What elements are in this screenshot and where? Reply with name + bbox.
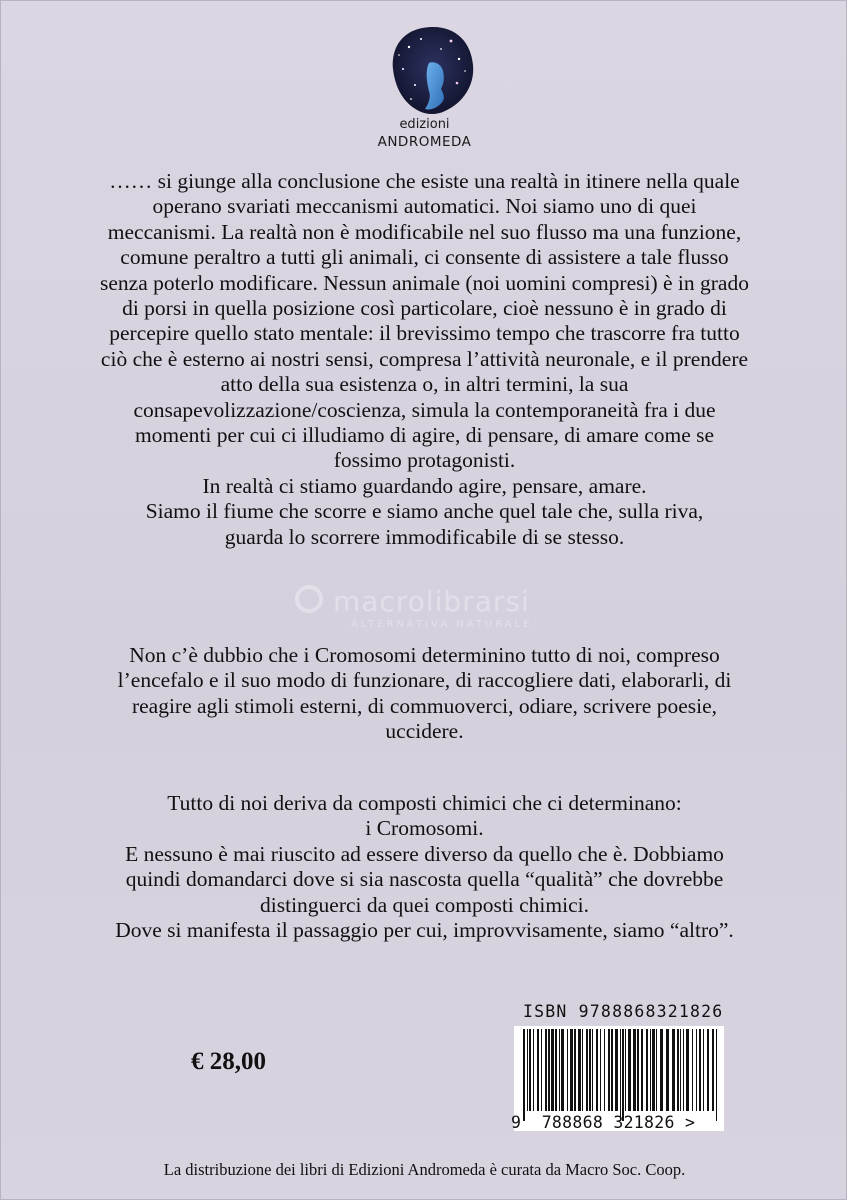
barcode-bar [541,1029,542,1111]
text-line: distinguerci da quei composti chimici. [260,892,589,917]
text-line: E nessuno è mai riuscito ad essere diverso da quello che è. Dobbiamo [125,841,724,866]
text-line: guarda lo scorrere immodificabile di se stesso. [224,524,625,549]
watermark [291,575,581,631]
barcode-bar [622,1029,624,1121]
text-line: momenti per cui ci illudiamo di agire, di pensare, di amare come se [134,423,715,448]
text-line: Siamo il fiume che scorre e siamo anche quel tale che, sulla riva, [145,499,704,524]
text-line: i Cromosomi. [365,816,484,841]
text-line: operano svariati meccanismi automatici. Noi siamo uno di quei [152,194,697,219]
barcode-bar [650,1029,651,1111]
watermark-tagline: ALTERNATIVA NATURALE [351,619,533,630]
barcode-bar [637,1029,639,1111]
barcode-bar [680,1029,681,1111]
andromeda-logo-icon [385,25,481,117]
text-line: …… si giunge alla conclusione che esiste una realtà in itinere nella quale [109,169,740,193]
publisher-line-1: edizioni [399,117,450,132]
barcode-bar [586,1029,588,1111]
watermark-name: macrolibrarsi [333,585,530,618]
barcode-bar [692,1029,693,1111]
barcode-digit-first: 9 [511,1113,522,1132]
text-line: atto della sua esistenza o, in altri termini, la sua [220,372,629,397]
text-line: Tutto di noi deriva da composti chimici che ci determinano: [167,791,682,815]
barcode-bar [551,1029,554,1111]
barcode-bar [699,1029,701,1111]
text-line: fossimo protagonisti. [333,448,516,473]
isbn-label: ISBN 9788868321826 [523,1002,724,1021]
barcode-bar [666,1029,669,1111]
text-line: Dove si manifesta il passaggio per cui, improvvisamente, siamo “altro”. [115,918,734,943]
barcode-bar [686,1029,689,1111]
barcode-bar [660,1029,663,1111]
barcode-bar [582,1029,583,1111]
barcode-bar [561,1029,564,1111]
barcode-bar [716,1029,717,1121]
barcode-bar [633,1029,636,1111]
barcode-bar [537,1029,539,1111]
barcode-bar [570,1029,573,1111]
barcode-bar [533,1029,534,1111]
barcode-bar [712,1029,714,1111]
barcode-bar [620,1029,621,1121]
barcode-bar [527,1029,528,1111]
text-line: ciò che è esterno ai nostri sensi, compresa l’attività neuronale, e il prendere [100,346,749,371]
barcode-bar [703,1029,704,1111]
barcode-bar [596,1029,598,1111]
barcode-bar [574,1029,576,1111]
distribution-footer: La distribuzione dei libri di Edizioni Andromeda è curata da Macro Soc. Coop. [163,1160,686,1179]
barcode-bar [656,1029,657,1111]
barcode-bar [608,1029,610,1111]
barcode-bar [523,1029,525,1121]
publisher-name: ANDROMEDA [377,134,472,150]
barcode-bar [604,1029,605,1111]
barcode-bar [652,1029,655,1111]
barcode-bar [592,1029,593,1111]
barcode-bar [707,1029,709,1111]
price: € 28,00 [191,1048,266,1075]
text-line: di porsi in quella posizione così particolare, cioè nessuno è in grado di [122,296,727,321]
text-line: Non c’è dubbio che i Cromosomi determinino tutto di noi, compreso [129,643,720,667]
text-line: comune peraltro a tutti gli animali, ci consente di assistere a tale flusso [120,245,729,270]
text-line: uccidere. [385,719,464,744]
barcode-bar [646,1029,648,1111]
barcode-bar [641,1029,643,1111]
watermark-logo-icon [295,585,323,613]
barcode-bar [548,1029,550,1111]
text-line: quindi domandarci dove si sia nascosta quella “qualità” che dovrebbe [125,867,724,892]
barcode-bar [615,1029,618,1111]
text-line: percepire quello stato mentale: il brevissimo tempo che trascorre fra tutto [109,321,740,346]
barcode-bar [672,1029,675,1111]
barcode-digits-group-1: 788868 [541,1113,604,1132]
text-line: consapevolizzazione/coscienza, simula la contemporaneità fra i due [133,397,716,422]
barcode-bar [625,1029,626,1111]
barcode-bar [589,1029,591,1111]
text-line: reagire agli stimoli esterni, di commuoverci, odiare, scrivere poesie, [131,693,718,718]
blurb-paragraph-3 [41,791,808,943]
barcode-bar [683,1029,684,1111]
text-line: meccanismi. La realtà non è modificabile nel suo flusso ma una funzione, [107,219,742,244]
barcode-digits [511,1113,695,1132]
barcode-bar [559,1029,560,1111]
barcode-bar [567,1029,568,1111]
barcode-bar [555,1029,557,1111]
barcode-bar [628,1029,631,1111]
barcode-bar [578,1029,581,1111]
barcode-digits-group-2: 321826 [613,1113,675,1132]
barcode-bar [611,1029,613,1111]
blurb-paragraph-2 [41,643,808,745]
barcode-bar [600,1029,601,1111]
barcode-bar [696,1029,697,1111]
barcode-end-marker: > [684,1113,696,1132]
barcode-bar [545,1029,547,1111]
blurb-paragraph-1 [41,169,808,550]
text-line: l’encefalo e il suo modo di funzionare, di raccogliere dati, elaborarli, di [117,668,732,693]
barcode-bar [677,1029,679,1111]
barcode-bar [529,1029,531,1111]
text-line: senza poterlo modificare. Nessun animale (noi uomini compresi) è in grado [100,270,749,295]
text-line: In realtà ci stiamo guardando agire, pensare, amare. [202,473,647,498]
